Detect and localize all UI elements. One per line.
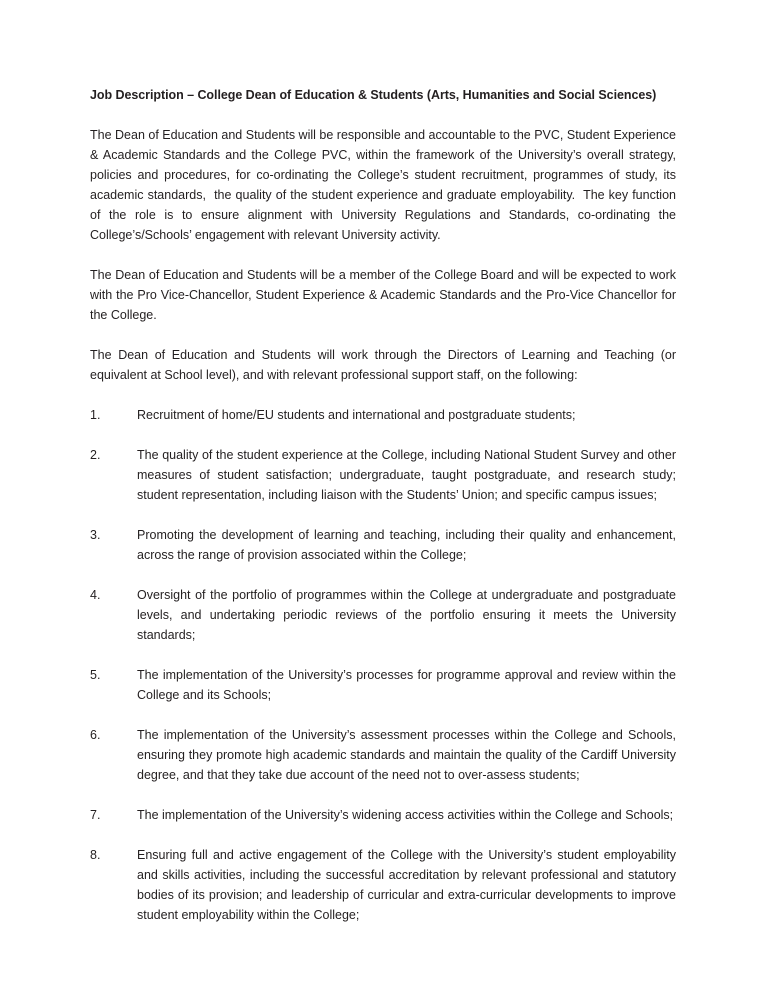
list-item <box>90 725 680 785</box>
list-item-text: Ensuring full and active engagement of the College with the University’s student employability and skills activities, including the successful accreditation by relevant professional and statutory bodies of its provision; and leadership of curricular and extra-curricular developments to improve student employability within the College; <box>137 848 680 922</box>
list-item-text: Promoting the development of learning and teaching, including their quality and enhancement, across the range of provision associated within the College; <box>137 528 680 562</box>
list-item-number: 3. <box>90 528 101 542</box>
list-item-text: Recruitment of home/EU students and international and postgraduate students; <box>137 408 576 422</box>
list-item-text: The implementation of the University’s assessment processes within the College and Schools, ensuring they promote high academic standards and maintain the quality of the Cardiff University degree, and that they take due account of the need not to over-assess students; <box>137 728 680 782</box>
list-item-text: The implementation of the University’s widening access activities within the College and Schools; <box>137 808 674 822</box>
responsibilities-list <box>90 405 680 925</box>
list-item-text: Oversight of the portfolio of programmes within the College at undergraduate and postgraduate levels, and undertaking periodic reviews of the portfolio ensuring it meets the University standards; <box>137 588 680 642</box>
list-item <box>90 665 680 705</box>
page-title: Job Description – College Dean of Education & Students (Arts, Humanities and Social Sciences) <box>90 88 657 102</box>
list-item <box>90 805 676 825</box>
list-item-number: 1. <box>90 408 101 422</box>
list-item-text: The implementation of the University’s processes for programme approval and review within the College and its Schools; <box>137 668 680 702</box>
list-item-number: 5. <box>90 668 101 682</box>
list-item-number: 4. <box>90 588 101 602</box>
list-item <box>90 585 680 645</box>
list-item <box>90 405 676 425</box>
list-item-number: 6. <box>90 728 101 742</box>
list-item-number: 2. <box>90 448 101 462</box>
list-item-number: 8. <box>90 848 101 862</box>
intro-paragraph-1: The Dean of Education and Students will be responsible and accountable to the PVC, Student Experience & Academic Standards and the College PVC, within the framework of the University’s overall strategy, policies and procedures, for co-ordinating the College’s student recruitment, programmes of study, its academic standards, the quality of the student experience and graduate employability. The key function of the role is to ensure alignment with University Regulations and Standards, co-ordinating the College’s/Schools’ engagement with relevant University activity. <box>90 128 680 242</box>
list-item <box>90 445 680 505</box>
intro-paragraph-2: The Dean of Education and Students will be a member of the College Board and will be expected to work with the Pro Vice-Chancellor, Student Experience & Academic Standards and the Pro-Vice Chancellor for the College. <box>90 268 680 322</box>
list-item-number: 7. <box>90 808 101 822</box>
intro-paragraph-3: The Dean of Education and Students will work through the Directors of Learning and Teaching (or equivalent at School level), and with relevant professional support staff, on the following: <box>90 348 680 382</box>
list-item <box>90 845 680 925</box>
list-item-text: The quality of the student experience at the College, including National Student Survey and other measures of student satisfaction; undergraduate, taught postgraduate, and research study; student representation, including liaison with the Students’ Union; and specific campus issues; <box>137 448 680 502</box>
list-item <box>90 525 680 565</box>
